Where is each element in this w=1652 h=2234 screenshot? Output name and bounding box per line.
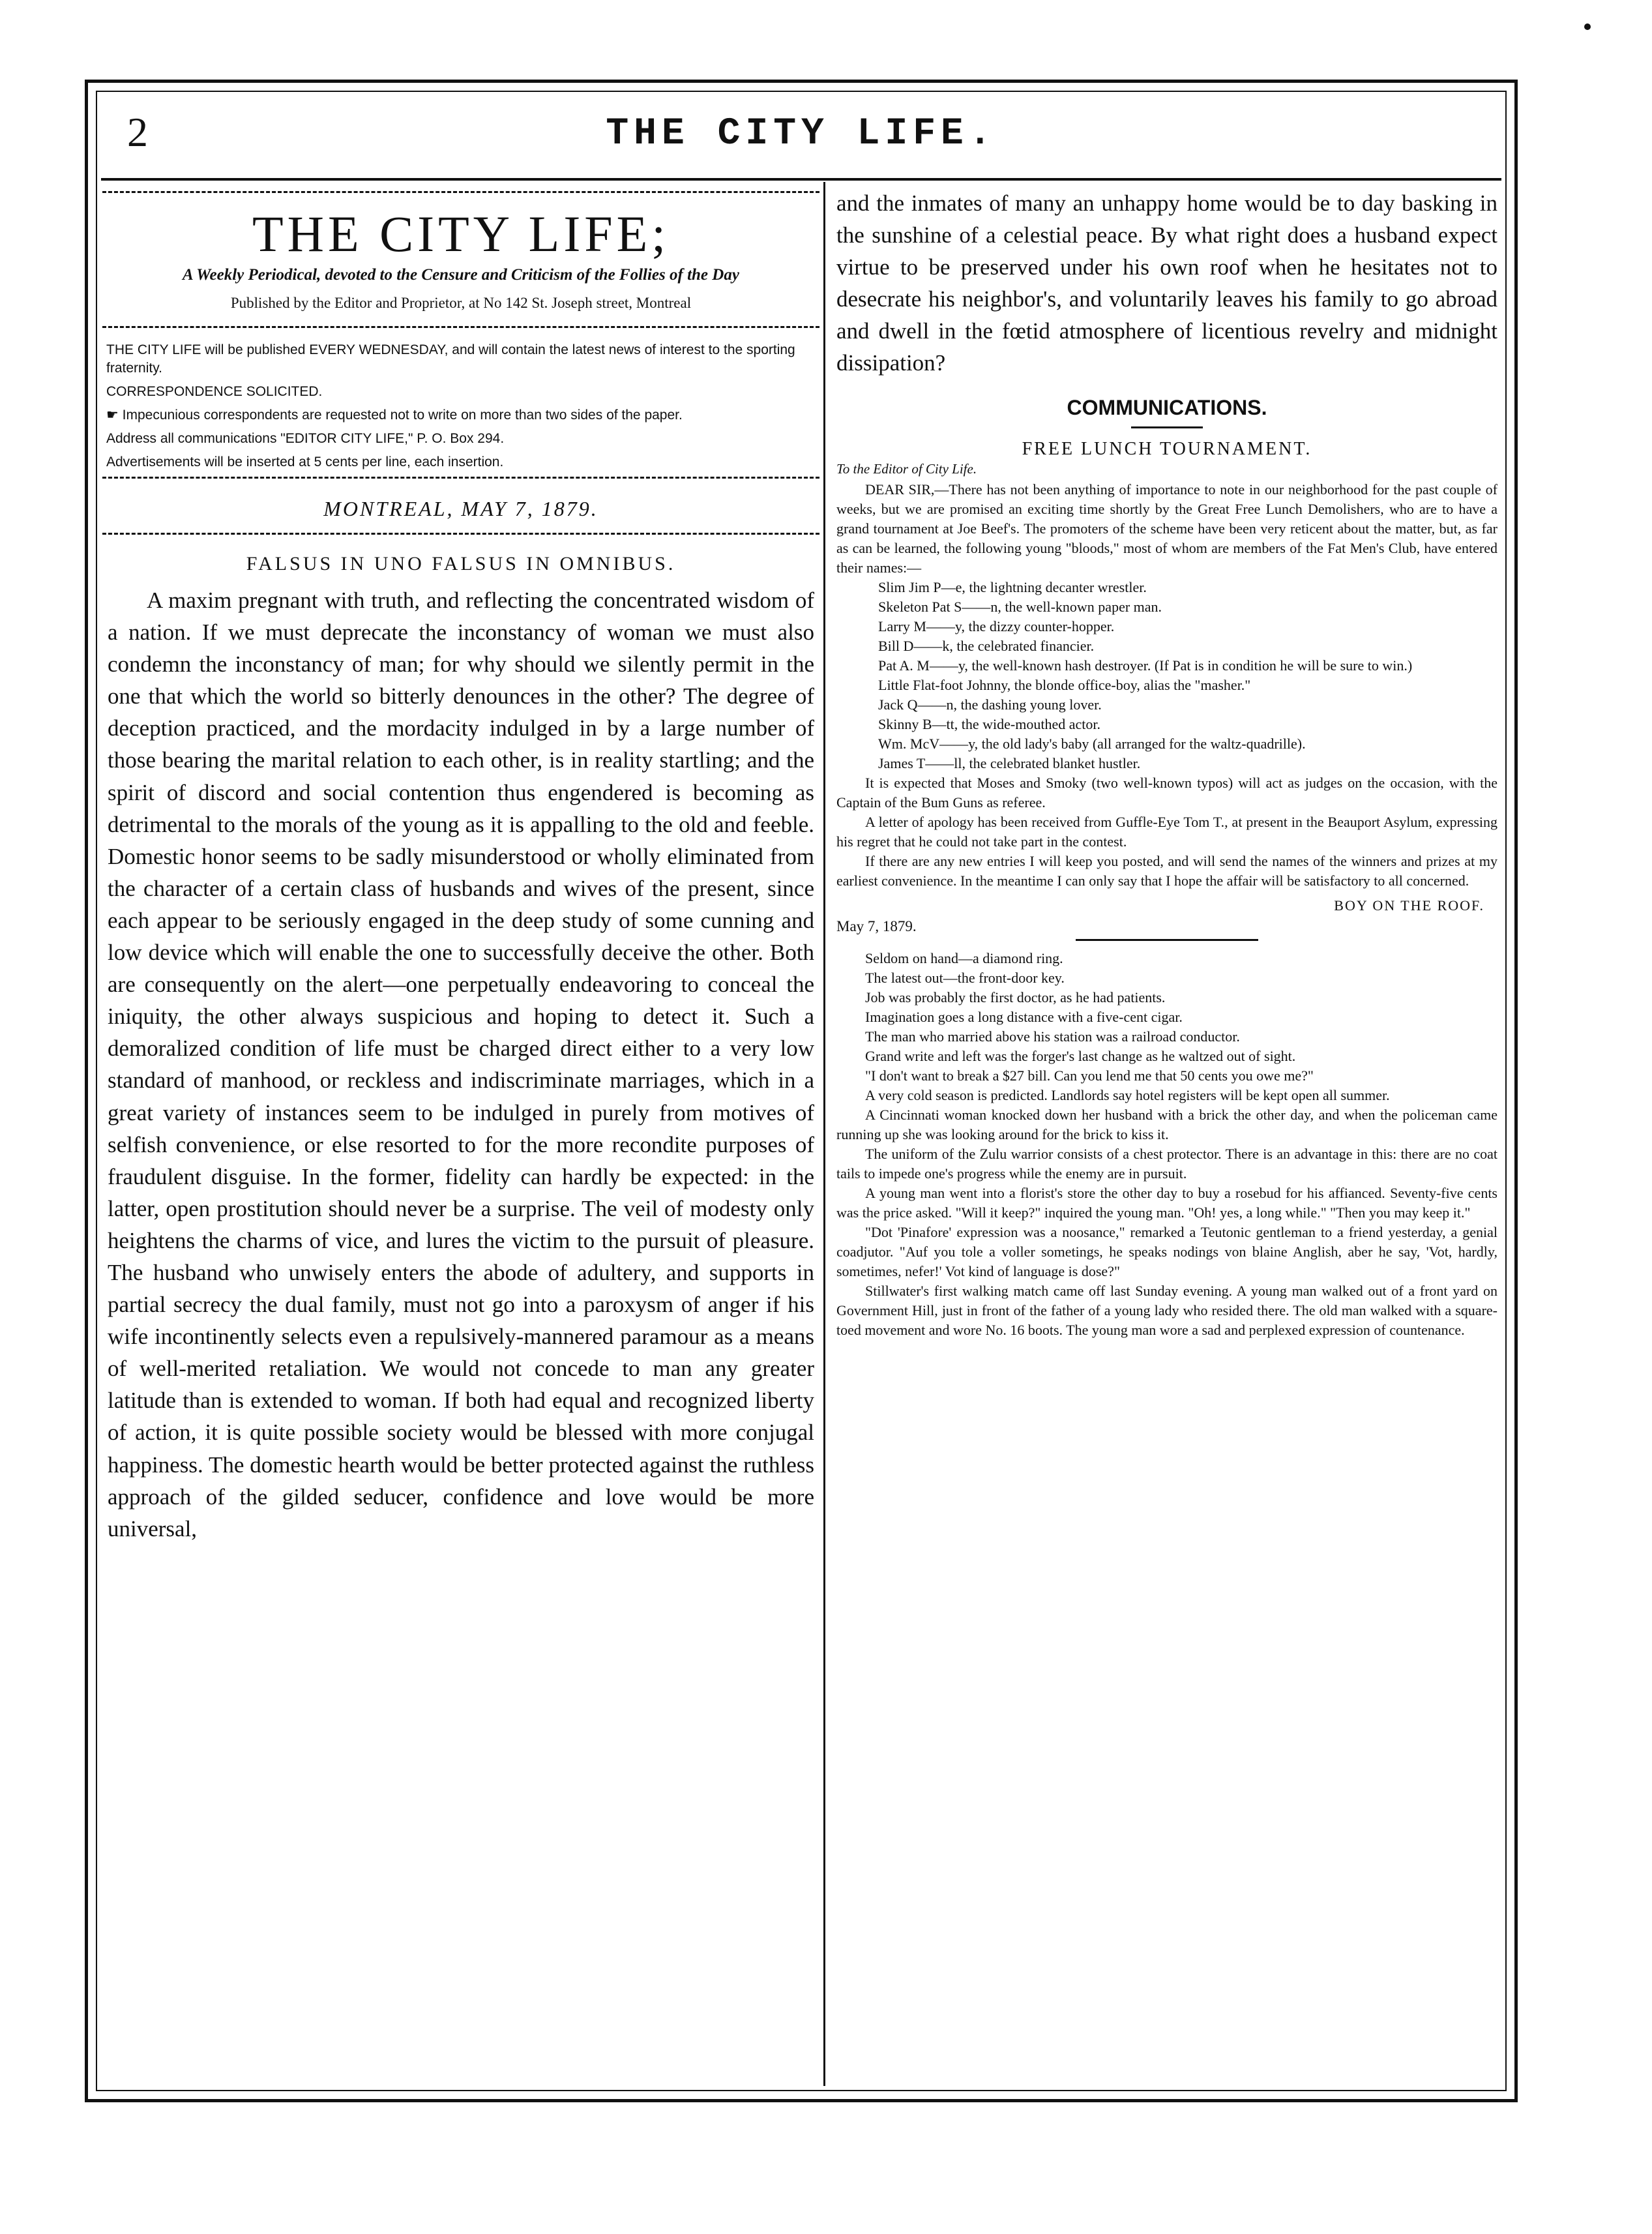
entrant-item: Slim Jim P—e, the lightning decanter wrestler.	[878, 579, 1147, 595]
communications-heading: COMMUNICATIONS.	[1067, 396, 1267, 419]
masthead-publisher: Published by the Editor and Proprietor, at No 142 St. Joseph street, Montreal	[230, 295, 692, 311]
header-rule	[101, 178, 1501, 181]
entrant-item: Pat A. M——y, the well-known hash destroyer. (If Pat is in condition he will be sure to win.)	[878, 657, 1413, 674]
entrant-item: Jack Q——n, the dashing young lover.	[878, 696, 1102, 713]
paragraph-item: A very cold season is predicted. Landlords say hotel registers will be kept open all summer.	[865, 1087, 1390, 1103]
letter-paragraph: If there are any new entries I will keep you posted, and will send the names of the winners and prizes at my earliest convenience. In the meantime I can only say that I hope the affair will be satisfactory to all concerned.	[836, 853, 1497, 889]
entrant-item: James T——ll, the celebrated blanket hustler.	[878, 755, 1141, 771]
right-column	[833, 187, 1501, 2086]
masthead-title: THE CITY LIFE;	[252, 205, 670, 262]
notices-top-rule	[102, 326, 819, 328]
masthead-subtitle: A Weekly Periodical, devoted to the Censure and Criticism of the Follies of the Day	[183, 266, 739, 284]
running-title: THE CITY LIFE.	[606, 113, 997, 155]
paragraph-item: The man who married above his station was a railroad conductor.	[865, 1028, 1240, 1045]
page-number: 2	[127, 109, 148, 155]
letter-body	[836, 480, 1497, 891]
paragraph-item: The uniform of the Zulu warrior consists of a chest protector. There is an advantage in this: there are no coat tails to impede one's progress while the enemy are in pursuit.	[836, 1146, 1497, 1182]
letter-signature: BOY ON THE ROOF.	[1334, 897, 1484, 914]
entrant-item: Little Flat-foot Johnny, the blonde office-boy, alias the "masher."	[878, 677, 1251, 693]
date-bottom-rule	[102, 533, 819, 535]
letter-date: May 7, 1879.	[836, 918, 917, 934]
paragraphs-section	[836, 949, 1497, 1340]
paragraph-item: Stillwater's first walking match came off last Sunday evening. A young man walked out of a front yard on Government Hill, just in front of the father of a young lady who resided there. The old man walked with a square-toed movement and wore No. 16 boots. The young man wore a sad and perplexed expression of countenance.	[836, 1283, 1497, 1338]
entrant-item: Larry M——y, the dizzy counter-hopper.	[878, 618, 1115, 634]
notice-publication: THE CITY LIFE will be published EVERY WEDNESDAY, and will contain the latest news of interest to the sporting fraternity.	[106, 342, 795, 376]
paragraph-item: A Cincinnati woman knocked down her husband with a brick the other day, and when the policeman came running up she was looking around for the brick to kiss it.	[836, 1107, 1497, 1142]
notice-advertisements: Advertisements will be inserted at 5 cents per line, each insertion.	[106, 454, 504, 469]
paragraph-item: Job was probably the first doctor, as he had patients.	[865, 989, 1166, 1005]
notice-correspondence: CORRESPONDENCE SOLICITED.	[106, 384, 323, 399]
paragraph-item: Seldom on hand—a diamond ring.	[865, 950, 1063, 966]
entrant-item: Wm. McV——y, the old lady's baby (all arranged for the waltz-quadrille).	[878, 736, 1306, 752]
issue-date: MONTREAL, MAY 7, 1879.	[323, 497, 598, 520]
letter-intro: DEAR SIR,—There has not been anything of importance to note in our neighborhood for the past couple of weeks, but we are promised an exciting time shortly by the Great Free Lunch Demolishers, who are to have a grand tournament at Joe Beef's. The promoters of the scheme have been very reticent about the matter, but, as far as can be learned, the following young "bloods," most of whom are members of the Fat Men's Club, have entered their names:—	[836, 481, 1497, 576]
entrant-item: Skeleton Pat S——n, the well-known paper man.	[878, 599, 1162, 615]
column-rule	[823, 182, 825, 2086]
ink-speck	[1584, 23, 1591, 30]
paragraphs-rule	[1076, 939, 1258, 941]
paragraph-item: Imagination goes a long distance with a five-cent cigar.	[865, 1009, 1183, 1025]
letter-salutation: To the Editor of City Life.	[836, 461, 977, 477]
editorial-continuation: and the inmates of many an unhappy home would be to day basking in the sunshine of a celestial peace. By what right does a husband expect virtue to be preserved under his own roof when he hesitates not to desecrate his neighbor's, and voluntarily leaves his family to go abroad and dwell in the fœtid atmosphere of licentious revelry and midnight dissipation?	[836, 190, 1497, 376]
letter-title: FREE LUNCH TOURNAMENT.	[1022, 439, 1312, 459]
masthead-top-rule	[102, 191, 819, 193]
paragraph-item: The latest out—the front-door key.	[865, 970, 1065, 986]
letter-paragraph: It is expected that Moses and Smoky (two well-known typos) will act as judges on the occasion, with the Captain of the Bum Guns as referee.	[836, 775, 1497, 811]
editorial-title: FALSUS IN UNO FALSUS IN OMNIBUS.	[246, 553, 676, 574]
left-column	[102, 187, 819, 2086]
editorial-text: A maxim pregnant with truth, and reflecting the concentrated wisdom of a nation. If we must deprecate the inconstancy of woman we must also condemn the inconstancy of man; for why should we silently permit in the one that which the world so bitterly denounces in the other? The degree of deception practiced, and the mordacity indulged in by a large number of those bearing the marital relation to each other, is in reality startling; and the spirit of discord and social contention thus engendered is becoming as detrimental to the morals of the young as it is appalling to the old and feeble. Domestic honor seems to be sadly misunderstood or wholly eliminated from the character of a certain class of husbands and wives of the present, since each appear to be seriously engaged in the deep study of some cunning and low device which will enable the one to successfully deceive the other. Both are consequently on the alert—one perpetually endeavoring to conceal the iniquity, the other always suspicious and hoping to detect it. Such a demoralized condition of life must be charged direct either to a very low standard of manhood, or reckless and indiscriminate marriages, which in a great variety of instances seem to be indulged in purely from motives of selfish convenience, or else resorted to for the more recondite purposes of fraudulent disguise. In the former, fidelity can hardly be expected: in the latter, open prostitution should never be a surprise. The veil of modesty only heightens the charms of vice, and lures the victim to the pursuit of pleasure. The husband who unwisely enters the abode of adultery, and supports in partial secrecy the dual family, must not go into a paroxysm of anger if his wife incontinently selects even a repulsively-mannered paramour as a means of well-merited retaliation. We would not concede to man any greater latitude than is extended to woman. If both had equal and recognized liberty of action, it is quite possible society would be blessed with more conjugal happiness. The domestic hearth would be better protected against the ruthless approach of the gilded seducer, confidence and love would be more universal,	[108, 588, 814, 1541]
paragraph-item: "I don't want to break a $27 bill. Can you lend me that 50 cents you owe me?"	[865, 1067, 1314, 1084]
entrant-item: Bill D——k, the celebrated financier.	[878, 638, 1095, 654]
notice-impecunious: ☛ Impecunious correspondents are requested not to write on more than two sides of the paper.	[106, 408, 683, 423]
paragraph-item: A young man went into a florist's store the other day to buy a rosebud for his affianced. Seventy-five cents was the price asked. "Will it keep?" inquired the young man. "Oh! yes, a long while." "Then you may keep it."	[836, 1185, 1497, 1221]
notice-address: Address all communications "EDITOR CITY LIFE," P. O. Box 294.	[106, 431, 505, 446]
communications-rule	[1131, 426, 1203, 428]
letter-paragraph: A letter of apology has been received from Guffle-Eye Tom T., at present in the Beauport Asylum, expressing his regret that he could not take part in the contest.	[836, 814, 1497, 850]
entrant-item: Skinny B—tt, the wide-mouthed actor.	[878, 716, 1100, 732]
page-frame	[85, 80, 1518, 2102]
date-top-rule	[102, 477, 819, 479]
editorial-body	[108, 584, 814, 1545]
paragraph-item: "Dot 'Pinafore' expression was a noosance," remarked a Teutonic gentleman to a friend yesterday, a genial coadjutor. "Auf you tole a voller sometings, he speaks nodings von blaine Anglish, aber he say, 'Vot, hardly, sometimes, nefer!' Vot kind of language is dose?"	[836, 1224, 1497, 1279]
paragraph-item: Grand write and left was the forger's last change as he waltzed out of sight.	[865, 1048, 1296, 1064]
